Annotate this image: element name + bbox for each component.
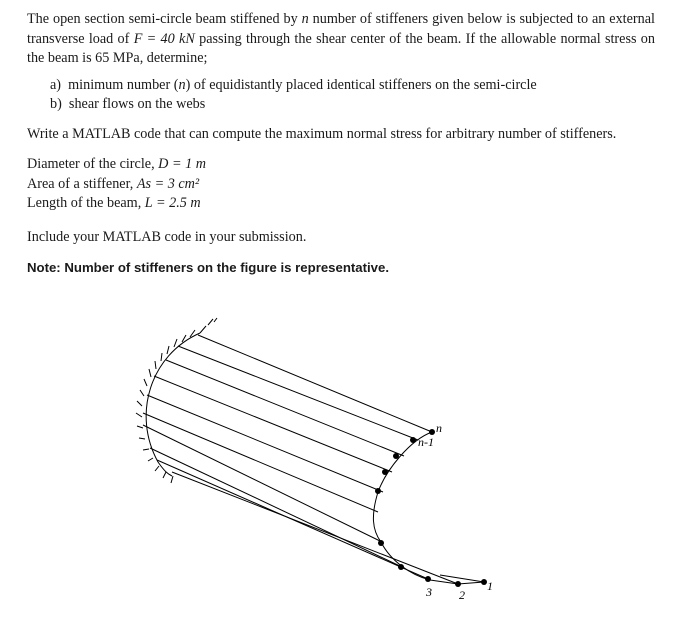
item-marker: a) [50,76,62,93]
stiffener-line [172,472,458,584]
item-text: ) of equidistantly placed identical stiffeners on the semi-circle [185,76,537,93]
label-n-minus-1: n-1 [418,435,434,449]
item-var: n [178,76,186,93]
label-3: 3 [426,585,432,599]
stiffener-line [154,376,392,472]
stiffener-boom [378,540,384,546]
label-n: n [436,421,442,435]
given-length: Length of the beam, L = 2.5 m [27,195,201,211]
stiffener-line [150,448,402,567]
fixed-support-hatching [136,318,217,483]
stiffener-boom [425,576,431,582]
intro-load: F = 40 kN [133,30,195,47]
stiffener-line [166,360,404,456]
label-2: 2 [459,588,465,602]
matlab-task: Write a MATLAB code that can compute the maximum normal stress for arbitrary number of stiffeners. [27,125,617,142]
stiffener-boom [382,469,388,475]
label-1: 1 [487,579,493,593]
item-marker: b) [50,95,62,112]
stiffener-line [198,335,432,432]
stiffener-line [143,413,378,512]
stiffener-line [178,346,418,440]
stiffener-boom [393,453,399,459]
intro-part: The open section semi-circle beam stiffened by [27,11,302,27]
edge-line [440,575,484,582]
intro-var-n: n [301,11,309,27]
submission-note: Include your MATLAB code in your submission. [27,228,307,245]
stiffener-boom [410,437,416,443]
item-text: shear flows on the webs [68,95,206,112]
fixed-end-arc [146,333,200,476]
stiffener-boom [375,488,381,494]
intro-part: number of stiffeners given below is subjected to an external transverse load of [27,11,655,47]
stiffener-boom [398,564,404,570]
stiffener-line [147,395,383,492]
given-diameter: Diameter of the circle, D = 1 m [27,156,206,172]
stiffener-boom [455,581,461,587]
intro-part: passing through the shear center of the beam. If the allowable normal stress on the beam is 65 MPa, determine; [27,30,655,66]
figure-note: Note: Number of stiffeners on the figure is representative. [27,260,389,275]
given-area: Area of a stiffener, As = 3 cm² [27,175,200,192]
item-text: minimum number ( [68,76,179,93]
